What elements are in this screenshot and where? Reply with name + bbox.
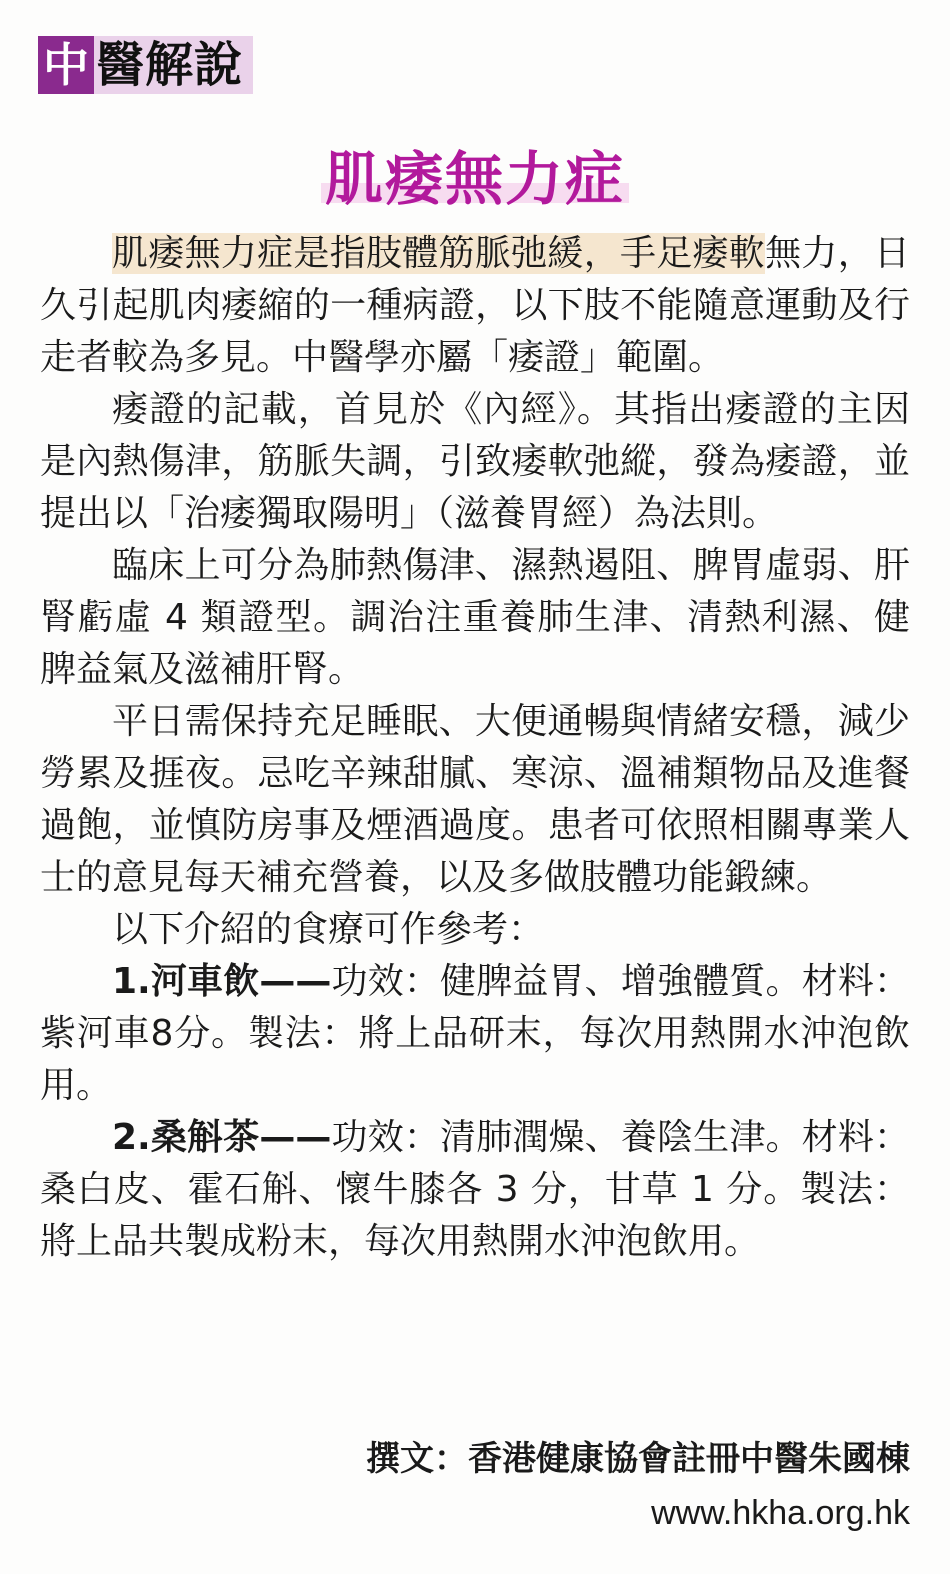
recipe-1 bbox=[40, 956, 910, 1112]
website-url: www.hkha.org.hk bbox=[651, 1494, 910, 1532]
column-badge bbox=[38, 36, 253, 94]
article-body bbox=[40, 228, 910, 1268]
paragraph-1-lead: 肌痿無力症是指肢體筋脈弛緩，手足痿軟 bbox=[112, 233, 766, 274]
article-headline bbox=[0, 145, 950, 213]
recipe-2-name: 2.桑斛茶—— bbox=[112, 1117, 332, 1158]
paragraph-2: 痿證的記載，首見於《內經》。其指出痿證的主因是內熱傷津，筋脈失調，引致痿軟弛縱，發為痿證，並提出以「治痿獨取陽明」（滋養胃經）為法則。 bbox=[40, 389, 910, 534]
recipe-2 bbox=[40, 1112, 910, 1268]
recipe-1-desc: 功效：健脾益胃、增強體質。材料：紫河車8分。製法：將上品研末，每次用熱開水沖泡飲用。 bbox=[40, 961, 910, 1106]
recipe-2-desc: 功效：清肺潤燥、養陰生津。材料：桑白皮、霍石斛、懷牛膝各 3 分，甘草 1 分。製法：將上品共製成粉末，每次用熱開水沖泡飲用。 bbox=[40, 1117, 910, 1262]
paragraph-3: 臨床上可分為肺熱傷津、濕熱遏阻、脾胃虛弱、肝腎虧虛 4 類證型。調治注重養肺生津、清熱利濕、健脾益氣及滋補肝腎。 bbox=[40, 545, 910, 690]
author-byline: 撰文：香港健康協會註冊中醫朱國棟 bbox=[366, 1439, 910, 1479]
column-badge-box: 中 bbox=[38, 36, 94, 94]
headline-text: 肌痿無力症 bbox=[321, 145, 629, 213]
paragraph-4: 平日需保持充足睡眠、大便通暢與情緒安穩，減少勞累及捱夜。忌吃辛辣甜膩、寒涼、溫補類物品及進餐過飽，並慎防房事及煙酒過度。患者可依照相關專業人士的意見每天補充營養，以及多做肢體功能鍛練。 bbox=[40, 701, 910, 898]
paragraph-1-rest: 無力，日久引起肌肉痿縮的一種病證，以下肢不能隨意運動及行走者較為多見。中醫學亦屬「痿證」範圍。 bbox=[40, 233, 910, 378]
paragraph-5: 以下介紹的食療可作參考： bbox=[112, 909, 545, 950]
paragraph-1 bbox=[40, 228, 910, 384]
column-badge-title: 醫解說 bbox=[96, 37, 244, 93]
recipe-1-name: 1.河車飲—— bbox=[112, 961, 332, 1002]
